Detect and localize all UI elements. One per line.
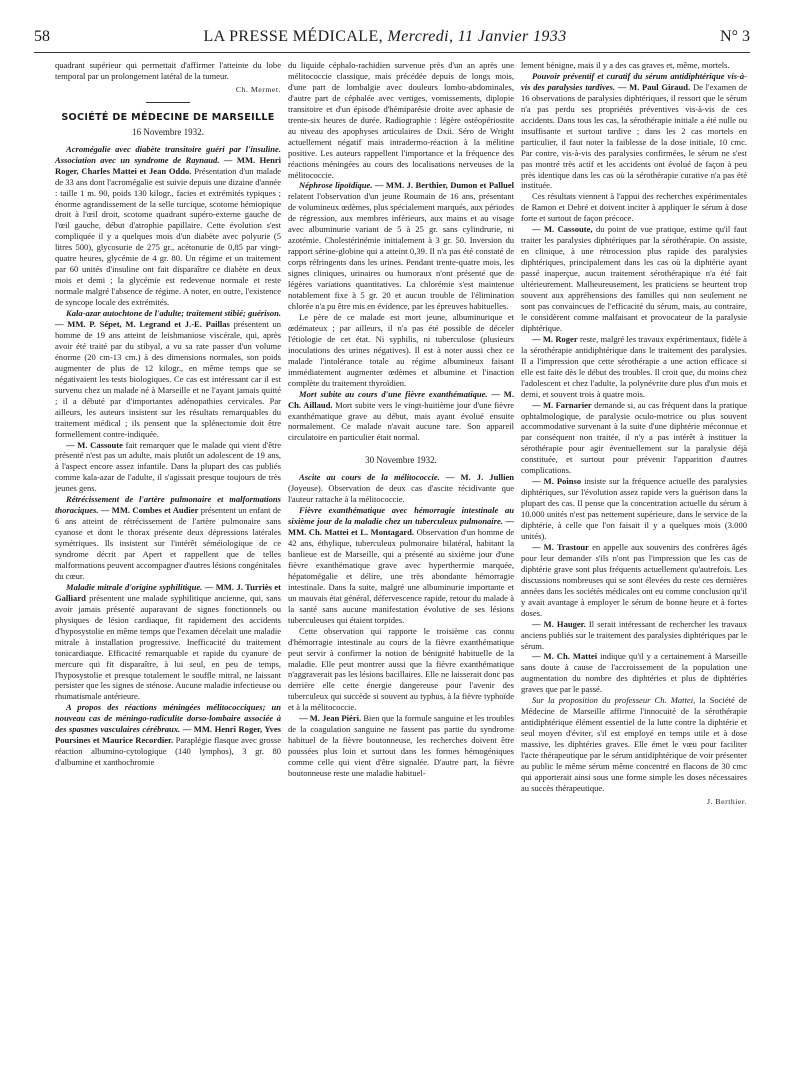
article-authors: — MM. J. Turriès et Galliard [55, 581, 281, 603]
session-date: 16 Novembre 1932. [132, 126, 204, 137]
resolution-paragraph [521, 695, 747, 794]
article-text-paragraph: Ces résultats viennent à l'appui des recherches expérimentales de Ramon et Debré et doivent inciter à appliquer le sérum à dose forte et surtout de façon précoce. [521, 191, 747, 224]
discussion-text: fait remarquer que le malade qui vient d'être présenté n'est pas un adulte, mais plutôt un adolescent de 19 ans, à l'aspect encore assez infantile. Dans la plupart des cas publiés comme kala-azar de l'adulte, il s'agissait presque toujours de très jeunes gens. [55, 439, 281, 494]
article-title: Maladie mitrale d'origine syphilitique. [66, 581, 203, 592]
article-reactions-meningees [55, 702, 281, 768]
article-fievre-exanthematique [288, 505, 514, 625]
article-text: présentent un homme de 19 ans atteint de leishmaniose viscérale, qui, après avoir été traité par du stibyal, a vu sa rate passer d'un volume énorme (20 cm-13 cm.) à des dimensions normales, son poids augmenter de plus de 12 kilogr., en même temps que se négativaient les tests biologiques. Ce cas est intéressant car il est survenu chez un malade né à Marseille et ne l'ayant jamais quitté ; il a débuté par d'importantes adénopathies cervicales. Par ailleurs, les auteurs insistent sur les résultats remarquables du traitement médical ; ils pensent que la splénectomie doit être formellement contre-indiquée. [55, 319, 282, 439]
discussion-text: insiste sur la fréquence actuelle des paralysies diphtériques, sur l'évolution assez rapide vers la guérison dans la plupart des cas. Il pense que la concentration actuelle du sérum à 10.000 unités n'est pas nettement supérieure, dans le service de la diphtérie, à celle que l'on faisait il y a quelques mois (3.000 unités). [521, 476, 748, 541]
article-title: Néphrose lipoïdique. [299, 180, 373, 191]
discussion-poinso [521, 476, 747, 542]
section-divider [146, 102, 190, 103]
discussion-text: Il serait intéressant de rechercher les travaux anciens publiés sur le traitement des paralysies diphtériques par le sérum. [521, 618, 747, 651]
issue-number: N° 3 [720, 28, 750, 45]
article-authors: — MM. Ch. Mattei et L. Montagard. [288, 516, 514, 538]
column-2 [288, 60, 514, 779]
column-3 [521, 60, 747, 811]
discussion-text: en appelle aux souvenirs des confrères âgés pour leur demander s'ils n'ont pas l'impression que les cas de diphtérie grave sont plus fréquents actuellement qu'autrefois. Les discussions nombreuses qui se sont élevées du reste ces dernières années dans les sociétés médicales ont eu comme conclusion qu'il y avait avantage à employer le sérum de bonne heure et à fortes doses. [521, 541, 748, 618]
article-acromegalie [55, 144, 281, 308]
article-authors: — M. Paul Giraud. [617, 81, 691, 92]
article-maladie-mitrale [55, 582, 281, 702]
page-number: 58 [34, 28, 50, 45]
article-title: Fièvre exanthématique avec hémorragie intestinale au sixième jour de la maladie chez un tuberculeux pulmonaire. [288, 505, 514, 527]
discussion-author: — M. Jean Piéri. [299, 713, 362, 724]
discussion-text: indique qu'il y a certainement à Marseille sans doute à cause de l'accroissement de la population une augmentation du nombre des diphtéries et plus de diphtéries graves que par le passé. [521, 651, 748, 695]
discussion-text: du point de vue pratique, estime qu'il faut traiter les paralysies diphtériques par la sérothérapie. On assiste, en clinique, à une rétrocession plus rapide des paralysies diphtériques, principalement dans les cas où la diphtérie ayant passé inaperçue, aucun traitement sérothérapique n'a été fait ultérieurement. Malheureusement, les praticiens se heurtent trop souvent aux appréhensions des familles qui non seulement ne sont pas convaincues de l'efficacité du sérum, mais, au contraire, le considèrent comme malfaisant et provocateur de la paralysie diphtérique. [521, 224, 747, 333]
discussion-cassoute [55, 440, 281, 495]
discussion-author: — M. Poinso [532, 476, 582, 487]
discussion-author: — M. Ch. Mattei [532, 651, 598, 662]
article-text: Observation d'un homme de 42 ans, éthylique, tuberculeux pulmonaire bilatéral, habitant la banlieue est de Marseille, qui a présenté au sixième jour d'une fièvre exanthématique grave avec hyperthermie marquée, hépatomégalie et délire, une très abondante hémorragie intestinale. Dans la suite, malgré une albuminurie importante et un mauvais état général, défervescence rapide, retour du malade à la santé sans aucune manifestation évolutive de ses lésions tuberculeuses qui étaient torpides. [288, 527, 515, 625]
article-authors: — MM. J. Berthier, Dumon et Palluel [374, 180, 514, 191]
article-title: Mort subite au cours d'une fièvre exanthématique. [299, 388, 488, 399]
intro-signature: Ch. Mermet. [235, 84, 281, 94]
article-title: Pouvoir préventif et curatif du sérum antidiphtérique vis-à-vis des paralysies tardives. [521, 70, 747, 92]
resolution-text: la Société de Médecine de Marseille affirme l'innocuité de la sérothérapie antidiphtérique élément essentiel de la lutte contre la diphtérie et seul moyen d'éviter, s'il est employé en temps utile et à dose massive, les diphtéries graves. Elle émet le vœu pour faciliter l'acte thérapeutique par le sérum antidiphtérique de voir présenter au public le même sérum même concentré en flacons de 30 cmc qui apporterait ainsi sous une forme simple les doses nécessaires au succès thérapeutique. [521, 695, 747, 793]
issue-date: Mercredi, 11 Janvier 1933 [387, 28, 567, 45]
article-authors: — MM. Henri Roger, Charles Mattei et Jean Oddo. [55, 154, 281, 176]
discussion-author: — M. Roger [532, 333, 578, 344]
article-text-paragraph: Cette observation qui rapporte le troisième cas connu d'hémorragie intestinale au cours de la fièvre exanthématique peut servir à confirmer la notion de bénignité habituelle de la maladie. Elle peut montrer aussi que la fièvre exanthématique n'aggraverait pas les lésions bacillaires. Elle ne laisserait donc pas derrière elle cette énergie dangereuse pour l'avenir des tuberculeux qui succède si souvent au typhus, à la fièvre typhoïde et à la mélitococcie. [288, 625, 514, 713]
journal-title: LA PRESSE MÉDICALE, [203, 28, 384, 45]
article-nephrose [288, 180, 514, 311]
discussion-roger [521, 334, 747, 400]
article-authors: — MM. Combes et Audier [100, 505, 199, 516]
resolution-intro: Sur la proposition du professeur Ch. Mattei, [532, 695, 696, 706]
article-authors: — M. J. Jullien [445, 472, 514, 483]
session-date: 30 Novembre 1932. [365, 455, 437, 466]
discussion-author: — M. Farnarier [532, 399, 592, 410]
article-title: Ascite au cours de la mélitococcie. [299, 472, 440, 483]
discussion-author: — M. Trastour [532, 541, 589, 552]
continued-text: lement bénigne, mais il y a des cas graves et, même, mortels. [521, 60, 730, 70]
discussion-author: — M. Cassoute [66, 439, 123, 450]
article-title: Rétrécissement de l'artère pulmonaire et malformations thoraciques. [55, 494, 281, 516]
continued-text: du liquide céphalo-rachidien survenue près d'un an après une mélitococcie classique, mais précédée depuis de longs mois, d'une part de lombalgie avec douleurs lombo-abdominales, d'autre part de céphalée avec vertiges, vomissements, diplopie transitoire et d'un épisode d'hémiparésie droite avec aphasie de trente-six heures de durée. Radiographie : légère ostéopériostite au niveau des apophyses articulaires de Dxii. Séro de Wright actuellement négatif mais intradermo-réaction à la mélitine positive. Les auteurs rappellent l'importance et la fréquence des réactions méningées au cours des localisations nerveuses de la mélitococcie. [288, 60, 514, 180]
article-text: présentent une malade syphilitique ancienne, qui, sans avoir jamais présenté auparavant de signes fonctionnels ou physiques de lésion cardiaque, fit rapidement des accidents d'hyposystolie en même temps que l'examen décelait une maladie mitrale à installation progressive. Inefficacité du traitement tonicardiaque. Efficacité remarquable et rapide du cyanure de mercure qui fit disparaître, à lui seul, en peu de temps, l'hyposystolie et presque totalement le souffle mitral, ne laissant persister que les signes de sténose. Aucune maladie infectieuse ou rhumatismale antérieure. [55, 592, 282, 702]
discussion-mattei [521, 651, 747, 695]
discussion-text: Bien que la formule sanguine et les troubles de la coagulation sanguine ne fassent pas partie du syndrome habituel de la fièvre boutonneuse, les recherches doivent être poussées plus loin et surtout dans les formes hémogéniques comme celle qui vient d'être signalée. D'autre part, la fièvre boutonneuse reste une maladie habituel- [288, 713, 515, 779]
article-serum-antidiphterique [521, 71, 747, 191]
discussion-author: — M. Hauger. [532, 618, 586, 629]
article-text: présentent un enfant de 6 ans atteint de rétrécissement de l'artère pulmonaire sans cyanose et dont le thorax présente deux dépressions latérales symétriques. Ils insistent sur l'intérêt séméiologique de ce syndrome décrit par Apert et rappellent que de telles malformations peuvent accompagner d'autres lésions congénitales du cœur. [55, 505, 281, 581]
page-header [34, 28, 750, 50]
article-title: A propos des réactions méningées mélitococciques; un nouveau cas de méningo-radiculite dorso-lombaire associée à des spasmes vasculaires cérébraux. [55, 702, 281, 735]
article-title: Kala-azar autochtone de l'adulte; traitement stibié; guérison. [66, 308, 281, 319]
article-ascite [288, 472, 514, 505]
article-text: Présentation d'un malade de 33 ans dont l'acromégalie est suivie depuis une dizaine d'année : taille 1 m. 90, poids 130 kilogr., facies et extrémités typiques ; énorme agrandissement de la selle turcique, scotome hémiopique droit à l'œil droit, scotome quadrant supéro-externe gauche de l'œil gauche, début d'atrophie papillaire. Cette évolution s'est compliquée il y a quelques mois d'un diabète avec polyurie (5 litres 500), glycosurie de 275 gr., acétonurie de 0,85 par vingt-quatre heures, glycémie de 4 gr. 80. Un régime et un traitement par 60 unités d'insuline ont fait disparaître ce diabète en deux mois et demi ; la glycémie est redevenue normale et reste normale malgré l'absence de régime. A noter, en outre, l'existence de syncope locale des extrémités. [55, 165, 282, 308]
discussion-farnarier [521, 400, 747, 477]
intro-paragraph: quadrant supérieur qui permettait d'affirmer l'atteinte du lobe temporal par un prolongement latéral de la tumeur. [55, 60, 281, 81]
discussion-hauger [521, 619, 747, 652]
column-1 [55, 60, 281, 768]
discussion-pieri [288, 713, 514, 779]
article-text: De l'examen de 16 observations de paralysies diphtériques, il ressort que le sérum n'a pas perdu ses propriétés préventives vis-à-vis de ces accidents. Dans tous les cas, la sérothérapie initiale a été nulle ou insuffisante et surtout tardive ; dans les 2 cas mortels en particulier, il faut noter la faiblesse de la dose initiale, 10 cmc. Par contre, vis-à-vis des paralysies confirmées, le sérum ne s'est pas montré très actif et les accidents ont évolué de façon à peu près identique dans les cas où la sérothérapie curative n'a pas été instituée. [521, 81, 747, 191]
discussion-text: reste, malgré les travaux expérimentaux, fidèle à la sérothérapie antidiphtérique dans le traitement des paralysies. Il a l'impression que cette sérothérapie a une action efficace si elle est faite dès le début des troubles. Il croit que, du moins chez l'adolescent et chez l'adulte, la polynévrite dure plus d'un mois et demi, et souvent trois à quatre mois. [521, 333, 747, 399]
article-text: (Joyeuse). Observation de deux cas d'ascite récidivante que l'auteur rattache à la mélitococcie. [288, 483, 514, 505]
article-text: relatent l'observation d'un jeune Roumain de 16 ans, présentant de volumineux œdèmes, plus spécialement marqués, aux périodes de régression, aux membres inférieurs, aux mains et au visage avec albuminurie variant de 5 à 25 gr. sans cylindrurie, ni azotémie. Cholestérinémie initialement à 3 gr. 50. Inversion du rapport sérine-globine qui a atteint 0,39. Il n'a pas été constaté de corps réfringents dans les urines. Pendant trente-quatre mois, les signes cliniques, urinaires ou humoraux n'ont présenté que de légères variations quantitatives. La chlorémie s'est maintenue notablement fixe à 5 gr. 20 et aucun trouble de l'élimination chlorée n'a pu être mis en évidence, par les épreuves habituelles. [288, 191, 514, 311]
discussion-cassoute [521, 224, 747, 334]
discussion-trastour [521, 542, 747, 619]
article-text-paragraph: Le père de ce malade est mort jeune, albuminurique et œdémateux ; par ailleurs, il n'a pas été possible de déceler l'étiologie de cet état. Ni syphilis, ni tuberculose (plusieurs inoculations des urines négatives). Il est à noter aussi chez ce malade l'intolérance totale au régime albumineux faisant immédiatement augmenter œdèmes et albumine et l'inaction complète du traitement thyroïdien. [288, 311, 514, 388]
article-artere-pulmonaire [55, 494, 281, 582]
header-rule [34, 52, 750, 53]
discussion-author: — M. Cassoute, [532, 224, 593, 235]
article-authors: — M. Ch. Aillaud. [288, 388, 515, 410]
closing-signature: J. Berthier. [707, 796, 747, 806]
article-mort-subite [288, 389, 514, 444]
article-text: Mort subite vers le vingt-huitième jour d'une fièvre exanthématique grave au début, mais ayant évolué ensuite normalement. Ce malade n'avait aucune tare. Son appareil circulatoire en particulier était normal. [288, 399, 514, 443]
journal-masthead [203, 28, 566, 46]
article-text: Paraplégie flasque avec grosse réaction albumino-cytologique (140 lymphos), 3 gr. 80 d'albumine et xanthochromie [55, 735, 281, 768]
article-kala-azar [55, 308, 281, 439]
discussion-text: demande si, au cas fréquent dans la pratique ophtalmologique, de paralysie oculo-motrice ou plus souvent accommodative survenant à la suite d'une diphtérie méconnue et par conséquent non traitée, il n'y a pas intérêt à instituer la sérothérapie pour agir éventuellement sur la paralysie déjà constituée, et surtout pour prévenir l'apparition d'autres complications. [521, 399, 748, 476]
article-authors: — MM. Henri Roger, Yves Poursines et Maurice Recordier. [55, 724, 281, 746]
society-heading: SOCIÉTÉ DE MÉDECINE DE MARSEILLE [61, 111, 275, 123]
article-title: Acromégalie avec diabète transitoire guéri par l'insuline. Association avec un syndrome de Raynaud. [55, 143, 281, 165]
article-authors: — MM. P. Sépet, M. Legrand et J.-E. Paillas [55, 319, 230, 330]
